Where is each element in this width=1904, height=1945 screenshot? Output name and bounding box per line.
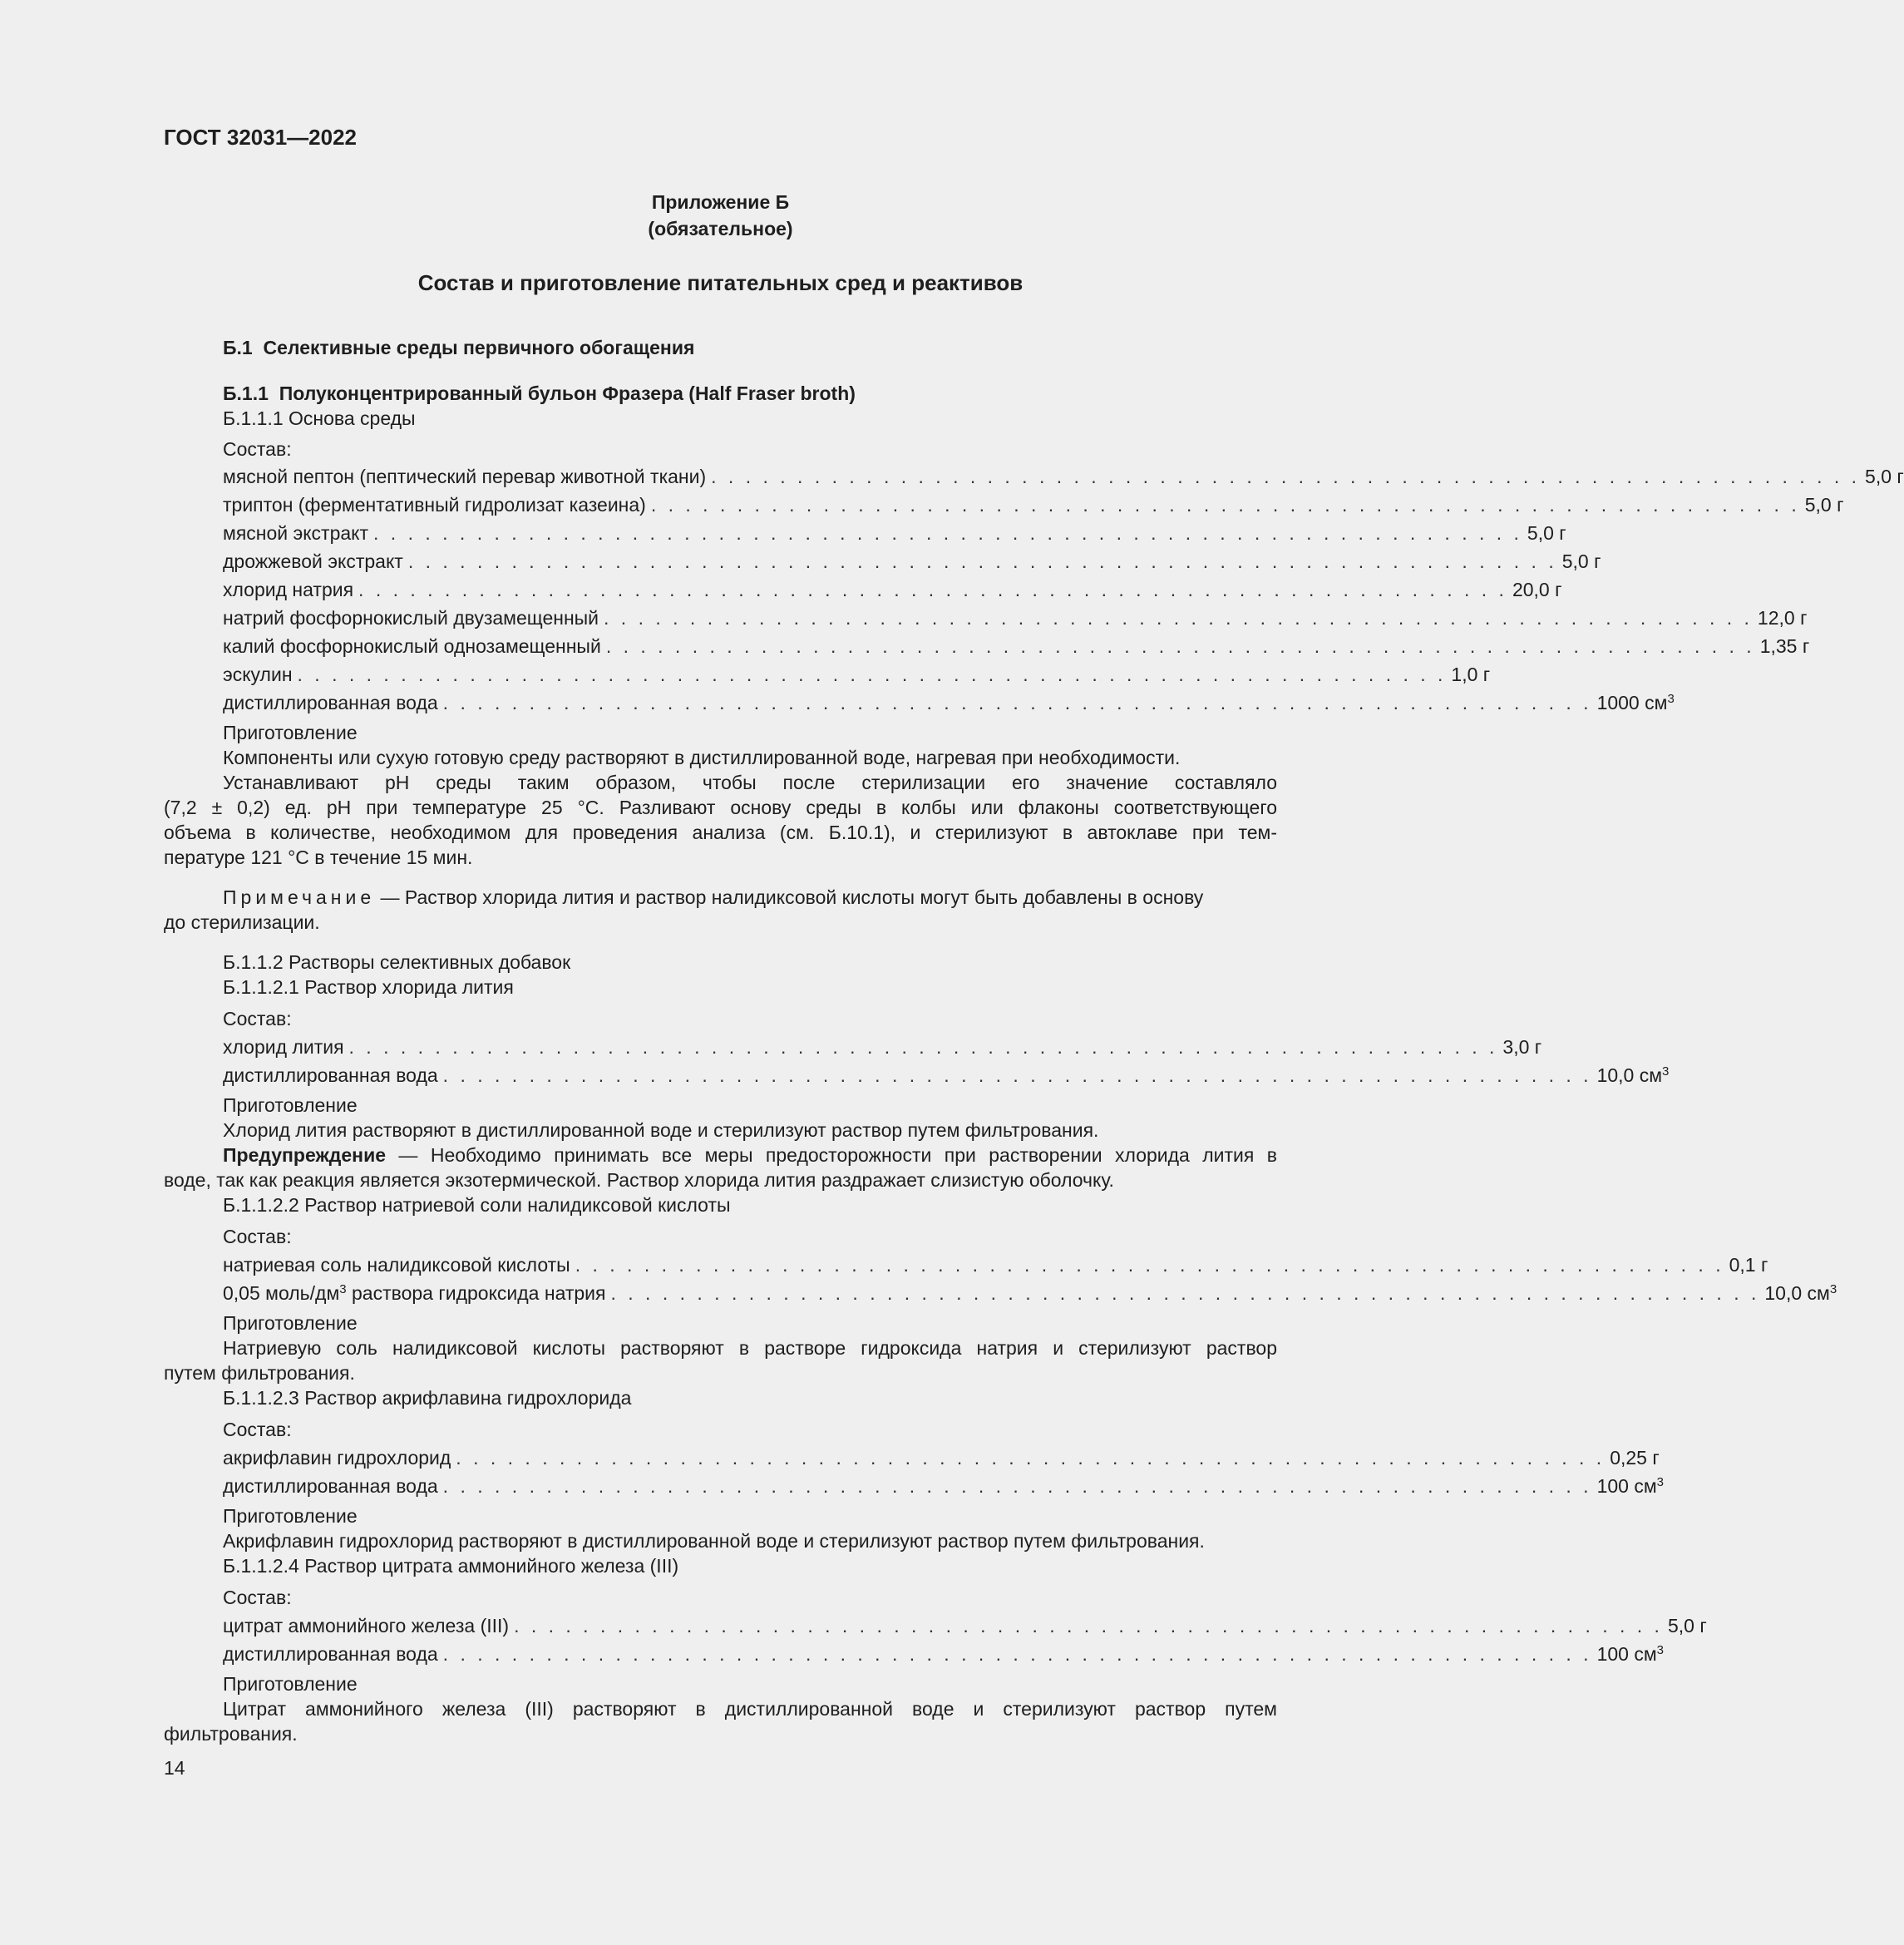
composition-row — [223, 549, 1601, 574]
dot-leader: . . . . . . . . . . . . . . . . . . . . . . . . . . . . . . . . . . . . . . . . . . . . . . . . . . . . . . . . . . . . . . . . . . . — [604, 607, 1753, 629]
composition-label: Состав: — [223, 1008, 292, 1029]
section-b1-number: Б.1 — [223, 337, 253, 358]
ingredient-amount: 10,0 $см^3$ — [1596, 1064, 1670, 1086]
composition-row — [223, 577, 1562, 602]
ingredient-amount: 12,0 г — [1757, 607, 1808, 629]
section-b1-heading — [223, 335, 694, 360]
ingredient-amount: 5,0 г — [1561, 550, 1601, 572]
composition-label: Состав: — [223, 438, 292, 460]
ingredient-name: мясной пептон (пептический перевар животной ткани) — [223, 466, 707, 487]
section-b11-heading — [223, 381, 856, 406]
section-b1-title: Селективные среды первичного обогащения — [263, 337, 695, 358]
warning-text: — Необходимо принимать все меры предосторожности при растворении хлорида лития в — [386, 1144, 1277, 1166]
dot-leader: . . . . . . . . . . . . . . . . . . . . . . . . . . . . . . . . . . . . . . . . . . . . . . . . . . . . . . . . . . . . . . . . . . . — [407, 550, 1557, 572]
warning-text: воде, так как реакция является экзотермической. Раствор хлорида лития раздражает слизистую оболочку. — [164, 1169, 1114, 1191]
preparation-text: Устанавливают pH среды таким образом, чтобы после стерилизации его значение составляло — [223, 772, 1277, 793]
section-b11-number: Б.1.1 — [223, 383, 269, 404]
ingredient-name: хлорид натрия — [223, 579, 354, 600]
dot-leader: . . . . . . . . . . . . . . . . . . . . . . . . . . . . . . . . . . . . . . . . . . . . . . . . . . . . . . . . . . . . . . . . . . . — [575, 1254, 1724, 1276]
note-text: — Раствор хлорида лития и раствор налидиксовой кислоты могут быть добавлены в основу — [375, 886, 1204, 908]
dot-leader: . . . . . . . . . . . . . . . . . . . . . . . . . . . . . . . . . . . . . . . . . . . . . . . . . . . . . . . . . . . . . . . . . . . — [711, 466, 1861, 487]
ingredient-name: цитрат аммонийного железа (III) — [223, 1615, 510, 1636]
composition-row — [223, 662, 1491, 687]
dot-leader: . . . . . . . . . . . . . . . . . . . . . . . . . . . . . . . . . . . . . . . . . . . . . . . . . . . . . . . . . . . . . . . . . . . — [358, 579, 1507, 600]
ingredient-name: калий фосфорнокислый однозамещенный — [223, 635, 601, 657]
ingredient-name: натрий фосфорнокислый двузамещенный — [223, 607, 599, 629]
composition-row — [223, 1641, 1664, 1666]
composition-row — [223, 1034, 1542, 1059]
ingredient-amount: 5,0 г — [1865, 466, 1904, 487]
preparation-label: Приготовление — [223, 722, 358, 743]
dot-leader: . . . . . . . . . . . . . . . . . . . . . . . . . . . . . . . . . . . . . . . . . . . . . . . . . . . . . . . . . . . . . . . . . . . — [442, 1643, 1592, 1665]
composition-row — [223, 605, 1808, 630]
preparation-text: пературе 121 °С в течение 15 мин. — [164, 847, 473, 868]
preparation-text: Компоненты или сухую готовую среду растворяют в дистиллированной воде, нагревая при необходимости. — [223, 747, 1181, 768]
preparation-text: Цитрат аммонийного железа (III) растворяют в дистиллированной воде и стерилизуют раствор путем — [223, 1698, 1277, 1720]
ingredient-amount: 0,1 г — [1729, 1254, 1768, 1276]
ingredient-name: дистиллированная вода — [223, 692, 438, 713]
preparation-text: Хлорид лития растворяют в дистиллированной воде и стерилизуют раствор путем фильтрования. — [223, 1119, 1099, 1141]
composition-row — [223, 1252, 1768, 1277]
dot-leader: . . . . . . . . . . . . . . . . . . . . . . . . . . . . . . . . . . . . . . . . . . . . . . . . . . . . . . . . . . . . . . . . . . . — [442, 1475, 1592, 1497]
composition-row — [223, 1474, 1664, 1498]
section-b1122-heading: Б.1.1.2.2 Раствор натриевой соли налидиксовой кислоты — [223, 1194, 731, 1216]
preparation-label: Приготовление — [223, 1505, 358, 1527]
ingredient-amount: 0,25 г — [1610, 1447, 1660, 1469]
composition-row — [223, 690, 1675, 715]
composition-row — [223, 1063, 1670, 1088]
appendix-title: Приложение Б — [651, 191, 790, 213]
composition-row — [223, 521, 1566, 545]
composition-label: Состав: — [223, 1587, 292, 1608]
document-code: ГОСТ 32031—2022 — [164, 125, 357, 150]
page-number: 14 — [164, 1757, 185, 1779]
ingredient-amount: 5,0 г — [1527, 522, 1566, 544]
composition-row — [223, 464, 1904, 489]
preparation-text: (7,2 ± 0,2) ед. pH при температуре 25 °С. Разливают основу среды в колбы или флаконы соответствующего — [164, 797, 1277, 818]
appendix-heading: Состав и приготовление питательных сред и реактивов — [417, 270, 1024, 295]
dot-leader: . . . . . . . . . . . . . . . . . . . . . . . . . . . . . . . . . . . . . . . . . . . . . . . . . . . . . . . . . . . . . . . . . . . — [514, 1615, 1663, 1636]
dot-leader: . . . . . . . . . . . . . . . . . . . . . . . . . . . . . . . . . . . . . . . . . . . . . . . . . . . . . . . . . . . . . . . . . . . — [456, 1447, 1606, 1469]
composition-row — [223, 492, 1844, 517]
dot-leader: . . . . . . . . . . . . . . . . . . . . . . . . . . . . . . . . . . . . . . . . . . . . . . . . . . . . . . . . . . . . . . . . . . . — [348, 1036, 1498, 1058]
preparation-label: Приготовление — [223, 1673, 358, 1695]
ingredient-amount: 10,0 $см^3$ — [1764, 1282, 1837, 1304]
section-b111-heading: Б.1.1.1 Основа среды — [223, 407, 416, 429]
preparation-text: Акрифлавин гидрохлорид растворяют в дистиллированной воде и стерилизуют раствор путем фильтрования. — [223, 1530, 1205, 1552]
preparation-label: Приготовление — [223, 1094, 358, 1116]
preparation-label: Приготовление — [223, 1312, 358, 1334]
warning — [223, 1143, 1277, 1167]
ingredient-name: эскулин — [223, 664, 293, 685]
note-label: Примечание — [223, 886, 376, 908]
ingredient-name: дистиллированная вода — [223, 1475, 438, 1497]
note-text: до стерилизации. — [164, 911, 320, 933]
ingredient-name: 0,05 моль/$дм^3$ раствора гидроксида натрия — [223, 1282, 606, 1304]
note — [223, 885, 1203, 910]
composition-row — [223, 1281, 1837, 1306]
dot-leader: . . . . . . . . . . . . . . . . . . . . . . . . . . . . . . . . . . . . . . . . . . . . . . . . . . . . . . . . . . . . . . . . . . . — [442, 1064, 1592, 1086]
composition-row — [223, 1613, 1707, 1638]
ingredient-name: мясной экстракт — [223, 522, 369, 544]
ingredient-amount: 5,0 г — [1804, 494, 1844, 516]
composition-label: Состав: — [223, 1419, 292, 1440]
composition-label: Состав: — [223, 1226, 292, 1247]
preparation-text: объема в количестве, необходимом для проведения анализа (см. Б.10.1), и стерилизуют в автоклаве при тем- — [164, 822, 1277, 843]
preparation-text: путем фильтрования. — [164, 1362, 355, 1384]
dot-leader: . . . . . . . . . . . . . . . . . . . . . . . . . . . . . . . . . . . . . . . . . . . . . . . . . . . . . . . . . . . . . . . . . . . — [650, 494, 1800, 516]
ingredient-amount: 5,0 г — [1667, 1615, 1707, 1636]
ingredient-name: триптон (ферментативный гидролизат казеина) — [223, 494, 646, 516]
section-b1121-heading: Б.1.1.2.1 Раствор хлорида лития — [223, 976, 514, 998]
ingredient-name: акрифлавин гидрохлорид — [223, 1447, 451, 1469]
ingredient-amount: 1,0 г — [1451, 664, 1491, 685]
preparation-text: Натриевую соль налидиксовой кислоты растворяют в растворе гидроксида натрия и стерилизуют раствор — [223, 1337, 1277, 1359]
section-b112-heading: Б.1.1.2 Растворы селективных добавок — [223, 951, 571, 973]
dot-leader: . . . . . . . . . . . . . . . . . . . . . . . . . . . . . . . . . . . . . . . . . . . . . . . . . . . . . . . . . . . . . . . . . . . — [373, 522, 1522, 544]
ingredient-amount: 1000 $см^3$ — [1596, 692, 1675, 713]
ingredient-amount: 1,35 г — [1759, 635, 1810, 657]
composition-row — [223, 1445, 1660, 1470]
ingredient-amount: 3,0 г — [1502, 1036, 1542, 1058]
dot-leader: . . . . . . . . . . . . . . . . . . . . . . . . . . . . . . . . . . . . . . . . . . . . . . . . . . . . . . . . . . . . . . . . . . . — [605, 635, 1755, 657]
dot-leader: . . . . . . . . . . . . . . . . . . . . . . . . . . . . . . . . . . . . . . . . . . . . . . . . . . . . . . . . . . . . . . . . . . . — [610, 1282, 1760, 1304]
section-b1124-heading: Б.1.1.2.4 Раствор цитрата аммонийного железа (III) — [223, 1555, 679, 1577]
ingredient-amount: 100 $см^3$ — [1596, 1643, 1664, 1665]
ingredient-amount: 100 $см^3$ — [1596, 1475, 1664, 1497]
ingredient-name: дистиллированная вода — [223, 1064, 438, 1086]
ingredient-name: дрожжевой экстракт — [223, 550, 403, 572]
ingredient-name: натриевая соль налидиксовой кислоты — [223, 1254, 570, 1276]
warning-label: Предупреждение — [223, 1144, 386, 1166]
appendix-status: (обязательное) — [648, 218, 793, 239]
section-b11-title: Полуконцентрированный бульон Фразера (Half Fraser broth) — [279, 383, 856, 404]
composition-row — [223, 634, 1810, 659]
preparation-text: фильтрования. — [164, 1723, 298, 1745]
dot-leader: . . . . . . . . . . . . . . . . . . . . . . . . . . . . . . . . . . . . . . . . . . . . . . . . . . . . . . . . . . . . . . . . . . . — [442, 692, 1592, 713]
ingredient-name: дистиллированная вода — [223, 1643, 438, 1665]
ingredient-name: хлорид лития — [223, 1036, 344, 1058]
ingredient-amount: 20,0 г — [1512, 579, 1562, 600]
dot-leader: . . . . . . . . . . . . . . . . . . . . . . . . . . . . . . . . . . . . . . . . . . . . . . . . . . . . . . . . . . . . . . . . . . . — [297, 664, 1447, 685]
section-b1123-heading: Б.1.1.2.3 Раствор акрифлавина гидрохлорида — [223, 1387, 632, 1409]
